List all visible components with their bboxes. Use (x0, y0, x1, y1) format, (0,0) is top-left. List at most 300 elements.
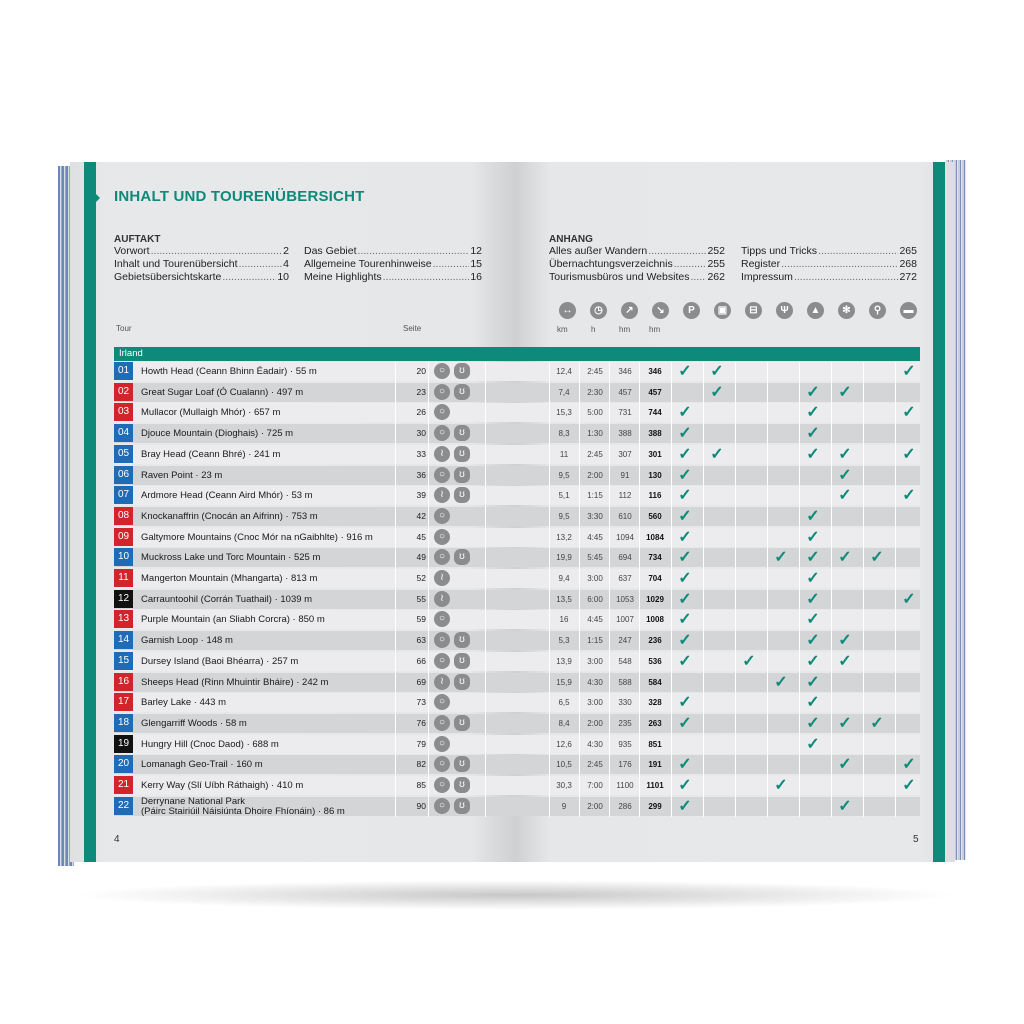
check-icon: ✓ (838, 715, 852, 732)
check-icon: ✓ (902, 756, 916, 773)
tour-hm: 330 (618, 698, 632, 707)
toc-item[interactable] (741, 258, 917, 270)
toc-item-label: Das Gebiet (304, 245, 357, 257)
uphill-icon: ↗ (621, 302, 638, 319)
check-icon: ✓ (806, 591, 820, 608)
toc-item[interactable] (114, 245, 289, 257)
toc-leader-dots (358, 245, 470, 257)
family-bear-icon: ʊ (454, 467, 470, 483)
difficulty-circle-icon: ○ (434, 508, 450, 524)
toc-item-page: 4 (283, 258, 289, 270)
tour-h: 1:30 (587, 429, 603, 438)
tour-hm2: 1008 (646, 615, 664, 624)
toc-item[interactable] (114, 258, 289, 270)
page-title: INHALT UND TOURENÜBERSICHT (114, 188, 365, 205)
tour-page: 33 (416, 449, 426, 459)
check-icon: ✓ (838, 798, 852, 815)
check-icon: ✓ (678, 694, 692, 711)
column-divider (671, 362, 672, 817)
toc-item[interactable] (549, 271, 725, 283)
check-icon: ✓ (902, 591, 916, 608)
toc-leader-dots (794, 271, 899, 283)
difficulty-circle-icon: ○ (434, 756, 450, 772)
tour-hm: 91 (620, 471, 630, 480)
toc-item-label: Meine Highlights (304, 271, 382, 283)
tour-km: 16 (559, 615, 569, 624)
tour-hm2: 299 (648, 802, 662, 811)
tour-name[interactable]: Bray Head (Ceann Bhré) · 241 m (141, 449, 281, 460)
tour-number-badge: 05 (114, 445, 133, 463)
tour-km: 9,5 (558, 471, 570, 480)
tour-h: 2:45 (587, 367, 603, 376)
difficulty-circle-icon: ○ (434, 715, 450, 731)
toc-leader-dots (818, 245, 898, 257)
check-icon: ✓ (838, 446, 852, 463)
tour-name[interactable]: Muckross Lake und Torc Mountain · 525 m (141, 552, 321, 563)
tour-name[interactable]: Knockanaffrin (Cnocán an Aifrinn) · 753 m (141, 511, 318, 522)
tour-hm: 731 (618, 408, 632, 417)
check-icon: ✓ (902, 363, 916, 380)
tour-km: 5,3 (558, 636, 570, 645)
title-arrow-icon (94, 192, 100, 204)
family-bear-icon: ʊ (454, 384, 470, 400)
check-icon: ✓ (678, 363, 692, 380)
right-teal-strip (933, 162, 945, 862)
tour-name-line2: (Páirc Stairiúil Náisiúnta Dhoire Fhíonáin) · 86 m (141, 806, 345, 817)
check-icon: ✓ (678, 632, 692, 649)
tour-name[interactable]: Kerry Way (Slí Uíbh Ráthaigh) · 410 m (141, 780, 304, 791)
page-number-left: 4 (114, 834, 120, 845)
toc-leader-dots (383, 271, 470, 283)
tour-hm2: 584 (648, 678, 662, 687)
tour-number-badge: 12 (114, 590, 133, 608)
check-icon: ✓ (806, 549, 820, 566)
tour-km: 6,5 (558, 698, 570, 707)
column-divider (767, 362, 768, 817)
tour-h: 3:30 (587, 512, 603, 521)
tour-h: 7:00 (587, 781, 603, 790)
region-band-right (515, 347, 920, 361)
bus-icon: ▣ (714, 302, 731, 319)
tour-hm2: 1029 (646, 595, 664, 604)
tour-page: 39 (416, 490, 426, 500)
tour-page: 76 (416, 718, 426, 728)
toc-item-label: Tourismusbüros und Websites (549, 271, 690, 283)
tour-page: 73 (416, 697, 426, 707)
region-band (114, 347, 515, 361)
toc-item[interactable] (114, 271, 289, 283)
tour-page: 23 (416, 387, 426, 397)
tour-number-badge: 02 (114, 383, 133, 401)
check-icon: ✓ (678, 404, 692, 421)
check-icon: ✓ (678, 487, 692, 504)
tour-hm: 610 (618, 512, 632, 521)
check-icon: ✓ (806, 736, 820, 753)
tour-h: 2:30 (587, 388, 603, 397)
col-header-h: h (591, 325, 596, 334)
tour-name[interactable]: Sheeps Head (Rinn Mhuintir Bháire) · 242 m (141, 677, 329, 688)
tour-hm2: 851 (648, 740, 662, 749)
tour-number-badge: 04 (114, 424, 133, 442)
column-divider (639, 362, 640, 817)
tour-hm: 694 (618, 553, 632, 562)
toc-leader-dots (433, 258, 470, 270)
column-divider (703, 362, 704, 817)
tour-number-badge: 13 (114, 610, 133, 628)
column-divider (428, 362, 429, 817)
check-icon: ✓ (678, 446, 692, 463)
check-icon: ✓ (806, 674, 820, 691)
tour-name[interactable]: Carrauntoohil (Corrán Tuathail) · 1039 m (141, 594, 313, 605)
difficulty-circle-icon: ○ (434, 467, 450, 483)
check-icon: ✓ (806, 632, 820, 649)
family-bear-icon: ʊ (454, 425, 470, 441)
toc-leader-dots (781, 258, 898, 270)
tour-number-badge: 10 (114, 548, 133, 566)
toc-item[interactable] (549, 245, 725, 257)
check-icon: ✓ (678, 549, 692, 566)
toc-item-label: Vorwort (114, 245, 150, 257)
tour-page: 42 (416, 511, 426, 521)
family-bear-icon: ʊ (454, 632, 470, 648)
check-icon: ✓ (806, 715, 820, 732)
tour-hm2: 704 (648, 574, 662, 583)
tour-page: 90 (416, 801, 426, 811)
tour-km: 9,5 (558, 512, 570, 521)
toc-item[interactable] (741, 271, 917, 283)
tour-km: 9 (561, 802, 567, 811)
tour-name[interactable]: Galtymore Mountains (Cnoc Mór na nGaibhlte) · 916 m (141, 532, 373, 543)
tour-name[interactable] (141, 797, 345, 817)
tour-hm2: 388 (648, 429, 662, 438)
signpost-icon: ↔ (559, 302, 576, 319)
toc-leader-dots (151, 245, 283, 257)
toc-item-page: 12 (470, 245, 482, 257)
tour-km: 15,9 (556, 678, 572, 687)
tour-hm2: 346 (648, 367, 662, 376)
left-page (70, 162, 515, 862)
column-divider (395, 362, 396, 817)
tour-h: 2:45 (587, 450, 603, 459)
column-divider (485, 362, 486, 817)
tour-hm2: 1101 (646, 781, 664, 790)
difficulty-circle-icon: ○ (434, 611, 450, 627)
toc-item-page: 265 (899, 245, 917, 257)
tour-hm: 1094 (616, 533, 634, 542)
tour-name[interactable]: Mangerton Mountain (Mhangarta) · 813 m (141, 573, 318, 584)
tour-name[interactable]: Mullacor (Mullaigh Mhór) · 657 m (141, 407, 281, 418)
check-icon: ✓ (678, 777, 692, 794)
toc-item[interactable] (304, 245, 482, 257)
check-icon: ✓ (838, 487, 852, 504)
check-icon: ✓ (806, 404, 820, 421)
tour-km: 8,3 (558, 429, 570, 438)
tour-name[interactable]: Purple Mountain (an Sliabh Corcra) · 850 m (141, 614, 325, 625)
check-icon: ✓ (806, 425, 820, 442)
tour-page: 52 (416, 573, 426, 583)
toc-leader-dots (239, 258, 283, 270)
difficulty-circle-icon: ○ (434, 798, 450, 814)
check-icon: ✓ (902, 487, 916, 504)
difficulty-circle-icon: ○ (434, 549, 450, 565)
tour-number-badge: 21 (114, 776, 133, 794)
tour-number-badge: 22 (114, 797, 133, 815)
toc-item-label: Alles außer Wandern (549, 245, 648, 257)
check-icon: ✓ (678, 611, 692, 628)
restaurant-icon: Ψ (776, 302, 793, 319)
tour-page: 85 (416, 780, 426, 790)
tour-number-badge: 11 (114, 569, 133, 587)
summit-icon: ▲ (807, 302, 824, 319)
family-bear-icon: ʊ (454, 777, 470, 793)
tour-hm2: 560 (648, 512, 662, 521)
tour-name[interactable]: Ardmore Head (Ceann Aird Mhór) · 53 m (141, 490, 313, 501)
tour-hm: 1053 (616, 595, 634, 604)
check-icon: ✓ (806, 384, 820, 401)
difficulty-circle-icon: ○ (434, 632, 450, 648)
toc-leader-dots (222, 271, 276, 283)
tour-h: 4:45 (587, 615, 603, 624)
difficulty-circle-icon: ○ (434, 363, 450, 379)
check-icon: ✓ (806, 653, 820, 670)
check-icon: ✓ (774, 549, 788, 566)
toc-item[interactable] (304, 271, 482, 283)
tour-km: 13,2 (556, 533, 572, 542)
tour-h: 5:00 (587, 408, 603, 417)
check-icon: ✓ (806, 529, 820, 546)
tour-h: 6:00 (587, 595, 603, 604)
col-header-km: km (557, 325, 568, 334)
column-divider (831, 362, 832, 817)
tour-page: 66 (416, 656, 426, 666)
tour-name[interactable]: Hungry Hill (Cnoc Daod) · 688 m (141, 739, 279, 750)
difficulty-wave-icon: ≀ (434, 487, 450, 503)
tour-hm: 346 (618, 367, 632, 376)
anhang-heading: ANHANG (549, 234, 593, 245)
tour-hm: 388 (618, 429, 632, 438)
tour-number-badge: 19 (114, 735, 133, 753)
tour-name[interactable]: Garnish Loop · 148 m (141, 635, 233, 646)
tour-page: 26 (416, 407, 426, 417)
difficulty-circle-icon: ○ (434, 653, 450, 669)
tour-hm2: 130 (648, 471, 662, 480)
check-icon: ✓ (902, 446, 916, 463)
check-icon: ✓ (870, 549, 884, 566)
family-bear-icon: ʊ (454, 798, 470, 814)
toc-item-page: 255 (707, 258, 725, 270)
check-icon: ✓ (902, 404, 916, 421)
tour-hm2: 744 (648, 408, 662, 417)
col-header-hm2: hm (649, 325, 661, 334)
tour-hm: 457 (618, 388, 632, 397)
tour-hm2: 536 (648, 657, 662, 666)
tour-page: 82 (416, 759, 426, 769)
tour-page: 63 (416, 635, 426, 645)
column-divider (549, 362, 550, 817)
check-icon: ✓ (806, 694, 820, 711)
check-icon: ✓ (678, 425, 692, 442)
check-icon: ✓ (678, 715, 692, 732)
check-icon: ✓ (678, 570, 692, 587)
toc-item-page: 268 (899, 258, 917, 270)
tour-hm2: 301 (648, 450, 662, 459)
tour-hm2: 328 (648, 698, 662, 707)
tour-number-badge: 18 (114, 714, 133, 732)
col-header-tour: Tour (116, 324, 132, 333)
toc-item-label: Tipps und Tricks (741, 245, 818, 257)
tour-km: 12,6 (556, 740, 572, 749)
tour-number-badge: 16 (114, 673, 133, 691)
family-bear-icon: ʊ (454, 653, 470, 669)
tour-hm2: 734 (648, 553, 662, 562)
tour-h: 2:00 (587, 719, 603, 728)
difficulty-circle-icon: ○ (434, 777, 450, 793)
family-bear-icon: ʊ (454, 446, 470, 462)
toc-leader-dots (648, 245, 706, 257)
difficulty-wave-icon: ≀ (434, 570, 450, 586)
tour-number-badge: 17 (114, 693, 133, 711)
check-icon: ✓ (838, 653, 852, 670)
bike-icon: ⚲ (869, 302, 886, 319)
tour-h: 1:15 (587, 636, 603, 645)
check-icon: ✓ (806, 508, 820, 525)
toc-item-label: Gebietsübersichtskarte (114, 271, 222, 283)
toc-item[interactable] (549, 258, 725, 270)
tour-name[interactable]: Glengarriff Woods · 58 m (141, 718, 247, 729)
tour-name[interactable]: Djouce Mountain (Dioghais) · 725 m (141, 428, 294, 439)
tour-page: 55 (416, 594, 426, 604)
check-icon: ✓ (678, 508, 692, 525)
toc-item-page: 2 (283, 245, 289, 257)
column-divider (895, 362, 896, 817)
tour-name[interactable]: Dursey Island (Baoi Bhéarra) · 257 m (141, 656, 299, 667)
tour-page: 45 (416, 532, 426, 542)
toc-item-label: Übernachtungsverzeichnis (549, 258, 673, 270)
tour-name[interactable]: Lomanagh Geo-Trail · 160 m (141, 759, 263, 770)
check-icon: ✓ (806, 446, 820, 463)
column-divider (579, 362, 580, 817)
difficulty-circle-icon: ○ (434, 425, 450, 441)
toc-item-page: 16 (470, 271, 482, 283)
toc-item[interactable] (741, 245, 917, 257)
downhill-icon: ↘ (652, 302, 669, 319)
check-icon: ✓ (838, 549, 852, 566)
tour-h: 5:45 (587, 553, 603, 562)
tour-h: 4:45 (587, 533, 603, 542)
family-bear-icon: ʊ (454, 549, 470, 565)
check-icon: ✓ (838, 384, 852, 401)
tour-h: 2:00 (587, 471, 603, 480)
family-bear-icon: ʊ (454, 363, 470, 379)
difficulty-wave-icon: ≀ (434, 591, 450, 607)
tour-hm2: 191 (648, 760, 662, 769)
tour-hm: 307 (618, 450, 632, 459)
tour-hm: 112 (618, 491, 632, 500)
tour-number-badge: 07 (114, 486, 133, 504)
toc-item-page: 272 (899, 271, 917, 283)
family-bear-icon: ʊ (454, 756, 470, 772)
check-icon: ✓ (838, 632, 852, 649)
check-icon: ✓ (838, 756, 852, 773)
col-header-hm: hm (619, 325, 631, 334)
tour-page: 79 (416, 739, 426, 749)
tour-number-badge: 08 (114, 507, 133, 525)
toc-item-label: Impressum (741, 271, 793, 283)
column-divider (863, 362, 864, 817)
tour-h: 3:00 (587, 698, 603, 707)
toc-item-page: 252 (707, 245, 725, 257)
toc-item-label: Register (741, 258, 781, 270)
right-page (515, 162, 955, 862)
tour-number-badge: 15 (114, 652, 133, 670)
tour-km: 8,4 (558, 719, 570, 728)
tour-number-badge: 06 (114, 466, 133, 484)
tour-number-badge: 20 (114, 755, 133, 773)
family-bear-icon: ʊ (454, 487, 470, 503)
toc-leader-dots (674, 258, 707, 270)
tour-page: 36 (416, 470, 426, 480)
difficulty-circle-icon: ○ (434, 736, 450, 752)
tour-h: 4:30 (587, 678, 603, 687)
column-divider (735, 362, 736, 817)
tour-number-badge: 14 (114, 631, 133, 649)
difficulty-wave-icon: ≀ (434, 446, 450, 462)
region-label: Irland (119, 348, 143, 359)
toc-leader-dots (690, 271, 706, 283)
tour-number-badge: 01 (114, 362, 133, 380)
toc-item[interactable] (304, 258, 482, 270)
tour-h: 3:00 (587, 574, 603, 583)
tour-page: 30 (416, 428, 426, 438)
parking-icon: P (683, 302, 700, 319)
tour-hm: 176 (618, 760, 632, 769)
check-icon: ✓ (710, 363, 724, 380)
tour-km: 15,3 (556, 408, 572, 417)
family-bear-icon: ʊ (454, 674, 470, 690)
tour-page: 20 (416, 366, 426, 376)
check-icon: ✓ (710, 384, 724, 401)
tour-page: 69 (416, 677, 426, 687)
tour-name[interactable]: Howth Head (Ceann Bhinn Éadair) · 55 m (141, 366, 317, 377)
tour-km: 5,1 (558, 491, 570, 500)
tour-page: 59 (416, 614, 426, 624)
toc-item-page: 262 (707, 271, 725, 283)
difficulty-wave-icon: ≀ (434, 674, 450, 690)
auftakt-heading: AUFTAKT (114, 234, 161, 245)
difficulty-circle-icon: ○ (434, 529, 450, 545)
tour-name[interactable]: Great Sugar Loaf (Ó Cualann) · 497 m (141, 387, 304, 398)
col-header-seite: Seite (403, 324, 422, 333)
tour-hm: 286 (618, 802, 632, 811)
check-icon: ✓ (678, 653, 692, 670)
check-icon: ✓ (902, 777, 916, 794)
check-icon: ✓ (806, 611, 820, 628)
toc-item-page: 10 (277, 271, 289, 283)
tour-km: 13,9 (556, 657, 572, 666)
check-icon: ✓ (838, 467, 852, 484)
tour-hm2: 116 (648, 491, 662, 500)
tour-h: 2:00 (587, 802, 603, 811)
page-number-right: 5 (913, 834, 919, 845)
tour-hm2: 1084 (646, 533, 664, 542)
check-icon: ✓ (678, 591, 692, 608)
check-icon: ✓ (678, 529, 692, 546)
check-icon: ✓ (678, 756, 692, 773)
tour-h: 1:15 (587, 491, 603, 500)
tour-hm: 247 (618, 636, 632, 645)
tour-name[interactable]: Raven Point · 23 m (141, 470, 223, 481)
tour-name[interactable]: Barley Lake · 443 m (141, 697, 227, 708)
